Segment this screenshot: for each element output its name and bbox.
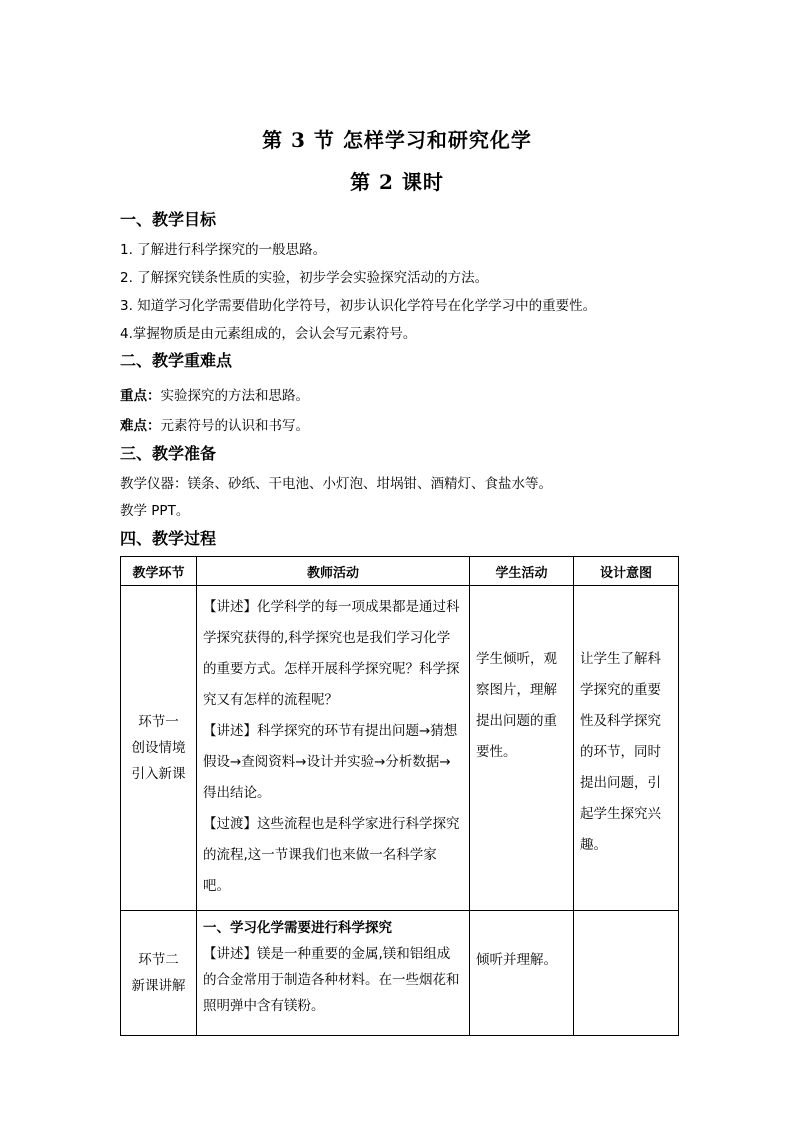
key-point-label: 重点： [120,388,161,404]
student-activity-text: 学生倾听，观察图片，理解提出问题的重要性。 [476,651,557,760]
table-header-intent: 设计意图 [574,557,679,586]
key-point-text: 实验探究的方法和思路。 [160,388,309,404]
stage-cell [121,586,197,911]
section-heading-objectives: 一、教学目标 [120,210,217,229]
stage-line: 创设情境 [131,740,186,756]
teacher-activity-heading: 一、学习化学需要进行科学探究 [203,920,392,936]
stage-line: 新课讲解 [131,978,186,994]
objective-item: 1. 了解进行科学探究的一般思路。 [120,242,327,258]
stage-line: 环节一 [138,714,179,730]
teacher-activity-paragraph: 【讲述】化学科学的每一项成果都是通过科学探究获得的,科学探究也是我们学习化学的重要方式。怎样开展科学探究呢？科学探究又有怎样的流程呢？ [203,599,460,708]
section-heading-key-points: 二、教学重难点 [120,351,233,370]
objective-item: 3. 知道学习化学需要借助化学符号，初步认识化学符号在化学学习中的重要性。 [120,298,597,314]
stage-line: 引入新课 [131,766,186,782]
stage-line: 环节二 [138,952,179,968]
table-row [121,586,679,911]
teaching-process-table [120,556,679,1036]
preparation-item: 教学 PPT。 [120,503,190,519]
design-intent-cell [574,586,679,911]
section-heading-process: 四、教学过程 [120,529,217,548]
student-activity-text: 倾听并理解。 [476,952,557,968]
teacher-activity-cell [197,586,470,911]
stage-cell [121,911,197,1036]
document-subtitle: 第 2 课时 [350,170,444,194]
student-activity-cell [470,911,574,1036]
difficult-point-label: 难点： [120,418,161,434]
difficult-point-line [120,414,309,434]
teacher-activity-paragraph: 【过渡】这些流程也是科学家进行科学探究的流程,这一节课我们也来做一名科学家吧。 [203,816,460,894]
key-point-line [120,384,309,404]
teacher-activity-paragraph: 【讲述】镁是一种重要的金属,镁和铝组成的合金常用于制造各种材料。在一些烟花和照明弹中含有镁粉。 [203,946,460,1014]
table-header-teacher: 教师活动 [197,557,470,586]
table-row [121,911,679,1036]
design-intent-text [574,965,678,981]
table-header-student: 学生活动 [470,557,574,586]
design-intent-text: 让学生了解科学探究的重要性及科学探究的环节，同时提出问题，引起学生探究兴趣。 [580,651,661,853]
section-heading-preparation: 三、教学准备 [120,444,217,463]
difficult-point-text: 元素符号的认识和书写。 [160,418,309,434]
design-intent-cell [574,911,679,1036]
document-title: 第 3 节 怎样学习和研究化学 [262,128,532,152]
preparation-item: 教学仪器：镁条、砂纸、干电池、小灯泡、坩埚钳、酒精灯、食盐水等。 [120,476,552,492]
student-activity-cell [470,586,574,911]
objective-item: 2. 了解探究镁条性质的实验，初步学会实验探究活动的方法。 [120,270,489,286]
objective-item: 4.掌握物质是由元素组成的，会认会写元素符号。 [120,326,417,342]
table-header-stage: 教学环节 [121,557,197,586]
teacher-activity-paragraph: 【讲述】科学探究的环节有提出问题→猜想假设→查阅资料→设计并实验→分析数据→得出结论。 [203,723,458,801]
teacher-activity-cell [197,911,470,1036]
